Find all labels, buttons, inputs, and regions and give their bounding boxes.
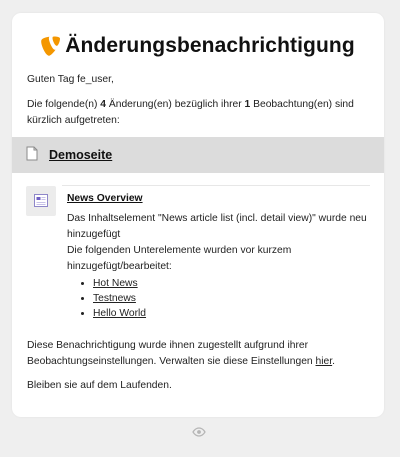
page-icon — [26, 146, 38, 161]
signoff-text: Bleiben sie auf dem Laufenden. — [27, 380, 172, 391]
footer-note: Diese Benachrichtigung wurde ihnen zugestellt aufgrund ihrer Beobachtungseinstellungen. Verwalten sie diese Einstellungen hier. — [27, 340, 335, 367]
settings-link[interactable]: hier — [315, 356, 333, 367]
typo3-logo-icon — [41, 36, 61, 56]
list-item — [93, 306, 146, 321]
content-element-description: Das Inhaltselement "News article list (incl. detail view)" wurde neu hinzugefügt Die folgenden Unterelemente wurden vor kurzem hinzugefügt/bearbeitet: — [67, 213, 367, 272]
sub-element-link[interactable]: Testnews — [93, 293, 136, 304]
sub-element-link[interactable]: Hello World — [93, 308, 147, 319]
eye-icon — [192, 427, 206, 437]
changes-count: 4 — [100, 99, 106, 110]
email-title: Änderungsbenachrichtigung — [65, 34, 355, 57]
page-section-header — [12, 137, 384, 173]
notification-card — [12, 13, 384, 417]
content-element-icon-box — [26, 186, 56, 216]
email-header — [12, 31, 384, 61]
summary-text: Die folgende(n) 4 Änderung(en) bezüglich ihrer 1 Beobachtung(en) sind kürzlich aufgetreten: — [27, 99, 354, 126]
content-element-title-link[interactable]: News Overview — [67, 193, 143, 204]
sub-element-list — [67, 276, 146, 321]
list-item — [93, 276, 146, 291]
content-element-icon — [34, 194, 48, 207]
list-item — [93, 291, 146, 306]
greeting-text: Guten Tag fe_user, — [27, 74, 114, 85]
watch-count: 1 — [244, 99, 251, 110]
sub-element-link[interactable]: Hot News — [93, 278, 138, 289]
divider — [62, 185, 370, 186]
page-title-link[interactable]: Demoseite — [49, 148, 113, 162]
